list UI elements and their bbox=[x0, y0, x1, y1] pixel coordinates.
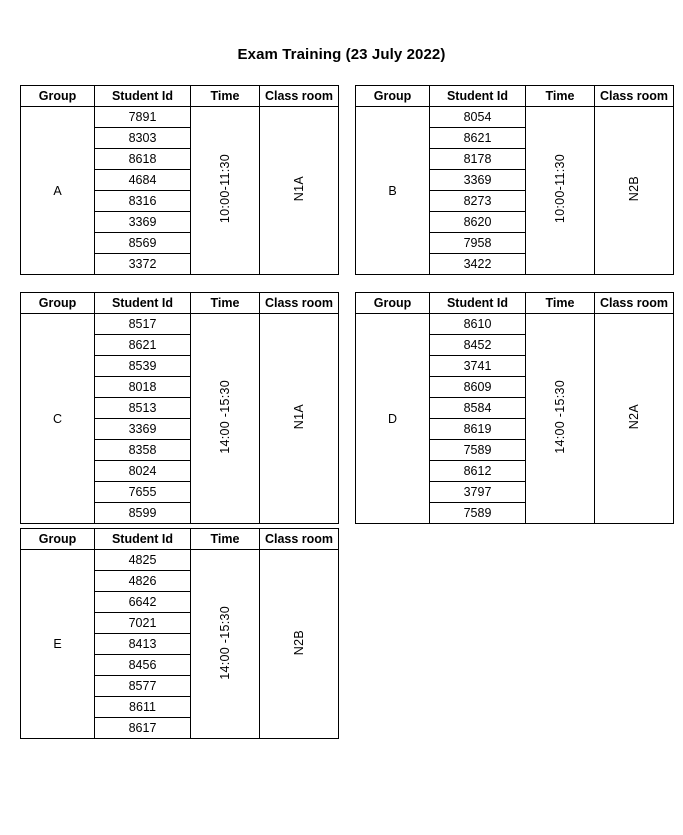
time-label: 14:00 -15:30 bbox=[553, 380, 567, 454]
group-label: E bbox=[21, 550, 95, 739]
column-header: Time bbox=[191, 293, 260, 314]
table-row bbox=[356, 107, 674, 128]
student-id-cell: 8621 bbox=[95, 335, 191, 356]
group-label: C bbox=[21, 314, 95, 524]
column-header: Class room bbox=[260, 293, 339, 314]
time-label: 10:00-11:30 bbox=[218, 154, 232, 224]
student-id-cell: 8577 bbox=[95, 676, 191, 697]
student-id-cell: 8599 bbox=[95, 503, 191, 524]
table-row bbox=[21, 550, 339, 571]
group-table-a bbox=[20, 85, 339, 275]
group-label: A bbox=[21, 107, 95, 275]
student-id-cell: 7021 bbox=[95, 613, 191, 634]
time-cell bbox=[191, 107, 260, 275]
time-label: 14:00 -15:30 bbox=[218, 380, 232, 454]
student-id-cell: 8413 bbox=[95, 634, 191, 655]
column-header: Group bbox=[21, 293, 95, 314]
student-id-cell: 8619 bbox=[430, 419, 526, 440]
column-header: Class room bbox=[260, 86, 339, 107]
table-header-row bbox=[356, 293, 674, 314]
student-id-cell: 8609 bbox=[430, 377, 526, 398]
student-id-cell: 8513 bbox=[95, 398, 191, 419]
student-id-cell: 4826 bbox=[95, 571, 191, 592]
student-id-cell: 3741 bbox=[430, 356, 526, 377]
time-cell bbox=[191, 550, 260, 739]
column-header: Time bbox=[191, 86, 260, 107]
student-id-cell: 8539 bbox=[95, 356, 191, 377]
student-id-cell: 8620 bbox=[430, 212, 526, 233]
student-id-cell: 8178 bbox=[430, 149, 526, 170]
column-header: Student Id bbox=[95, 529, 191, 550]
table-header-row bbox=[21, 293, 339, 314]
classroom-label: N2A bbox=[627, 404, 641, 430]
column-header: Time bbox=[526, 86, 595, 107]
table-row bbox=[21, 314, 339, 335]
column-header: Group bbox=[356, 293, 430, 314]
table-header-row bbox=[21, 529, 339, 550]
time-cell bbox=[191, 314, 260, 524]
classroom-cell bbox=[595, 314, 674, 524]
group-table-d bbox=[355, 292, 674, 524]
column-header: Time bbox=[526, 293, 595, 314]
student-id-cell: 8273 bbox=[430, 191, 526, 212]
group-label: D bbox=[356, 314, 430, 524]
classroom-label: N1A bbox=[292, 404, 306, 430]
classroom-label: N1A bbox=[292, 176, 306, 202]
student-id-cell: 4684 bbox=[95, 170, 191, 191]
student-id-cell: 3369 bbox=[430, 170, 526, 191]
student-id-cell: 8452 bbox=[430, 335, 526, 356]
student-id-cell: 3369 bbox=[95, 212, 191, 233]
column-header: Group bbox=[356, 86, 430, 107]
page-title: Exam Training (23 July 2022) bbox=[237, 46, 446, 63]
table-header-row bbox=[21, 86, 339, 107]
group-table-c bbox=[20, 292, 339, 524]
table-row bbox=[356, 314, 674, 335]
student-id-cell: 8024 bbox=[95, 461, 191, 482]
column-header: Student Id bbox=[430, 86, 526, 107]
time-label: 14:00 -15:30 bbox=[218, 605, 232, 680]
student-id-cell: 7589 bbox=[430, 440, 526, 461]
student-id-cell: 7589 bbox=[430, 503, 526, 524]
time-cell bbox=[526, 314, 595, 524]
classroom-label: N2B bbox=[292, 629, 306, 656]
column-header: Student Id bbox=[430, 293, 526, 314]
classroom-cell bbox=[595, 107, 674, 275]
column-header: Time bbox=[191, 529, 260, 550]
table-header-row bbox=[356, 86, 674, 107]
classroom-label: N2B bbox=[627, 176, 641, 202]
student-id-cell: 7891 bbox=[95, 107, 191, 128]
student-id-cell: 8611 bbox=[95, 697, 191, 718]
student-id-cell: 4825 bbox=[95, 550, 191, 571]
student-id-cell: 8018 bbox=[95, 377, 191, 398]
student-id-cell: 8618 bbox=[95, 149, 191, 170]
column-header: Class room bbox=[595, 86, 674, 107]
group-table-b bbox=[355, 85, 674, 275]
classroom-cell bbox=[260, 314, 339, 524]
student-id-cell: 8054 bbox=[430, 107, 526, 128]
time-cell bbox=[526, 107, 595, 275]
table-row bbox=[21, 107, 339, 128]
student-id-cell: 8303 bbox=[95, 128, 191, 149]
student-id-cell: 3372 bbox=[95, 254, 191, 275]
student-id-cell: 3369 bbox=[95, 419, 191, 440]
classroom-cell bbox=[260, 550, 339, 739]
column-header: Student Id bbox=[95, 86, 191, 107]
column-header: Class room bbox=[260, 529, 339, 550]
column-header: Class room bbox=[595, 293, 674, 314]
student-id-cell: 8569 bbox=[95, 233, 191, 254]
student-id-cell: 8621 bbox=[430, 128, 526, 149]
classroom-cell bbox=[260, 107, 339, 275]
student-id-cell: 8456 bbox=[95, 655, 191, 676]
student-id-cell: 8610 bbox=[430, 314, 526, 335]
student-id-cell: 8612 bbox=[430, 461, 526, 482]
student-id-cell: 6642 bbox=[95, 592, 191, 613]
student-id-cell: 7655 bbox=[95, 482, 191, 503]
column-header: Student Id bbox=[95, 293, 191, 314]
student-id-cell: 7958 bbox=[430, 233, 526, 254]
student-id-cell: 8316 bbox=[95, 191, 191, 212]
student-id-cell: 8617 bbox=[95, 718, 191, 739]
column-header: Group bbox=[21, 529, 95, 550]
group-table-e bbox=[20, 528, 339, 739]
student-id-cell: 8584 bbox=[430, 398, 526, 419]
student-id-cell: 3797 bbox=[430, 482, 526, 503]
student-id-cell: 3422 bbox=[430, 254, 526, 275]
student-id-cell: 8517 bbox=[95, 314, 191, 335]
column-header: Group bbox=[21, 86, 95, 107]
student-id-cell: 8358 bbox=[95, 440, 191, 461]
group-label: B bbox=[356, 107, 430, 275]
time-label: 10:00-11:30 bbox=[553, 154, 567, 224]
